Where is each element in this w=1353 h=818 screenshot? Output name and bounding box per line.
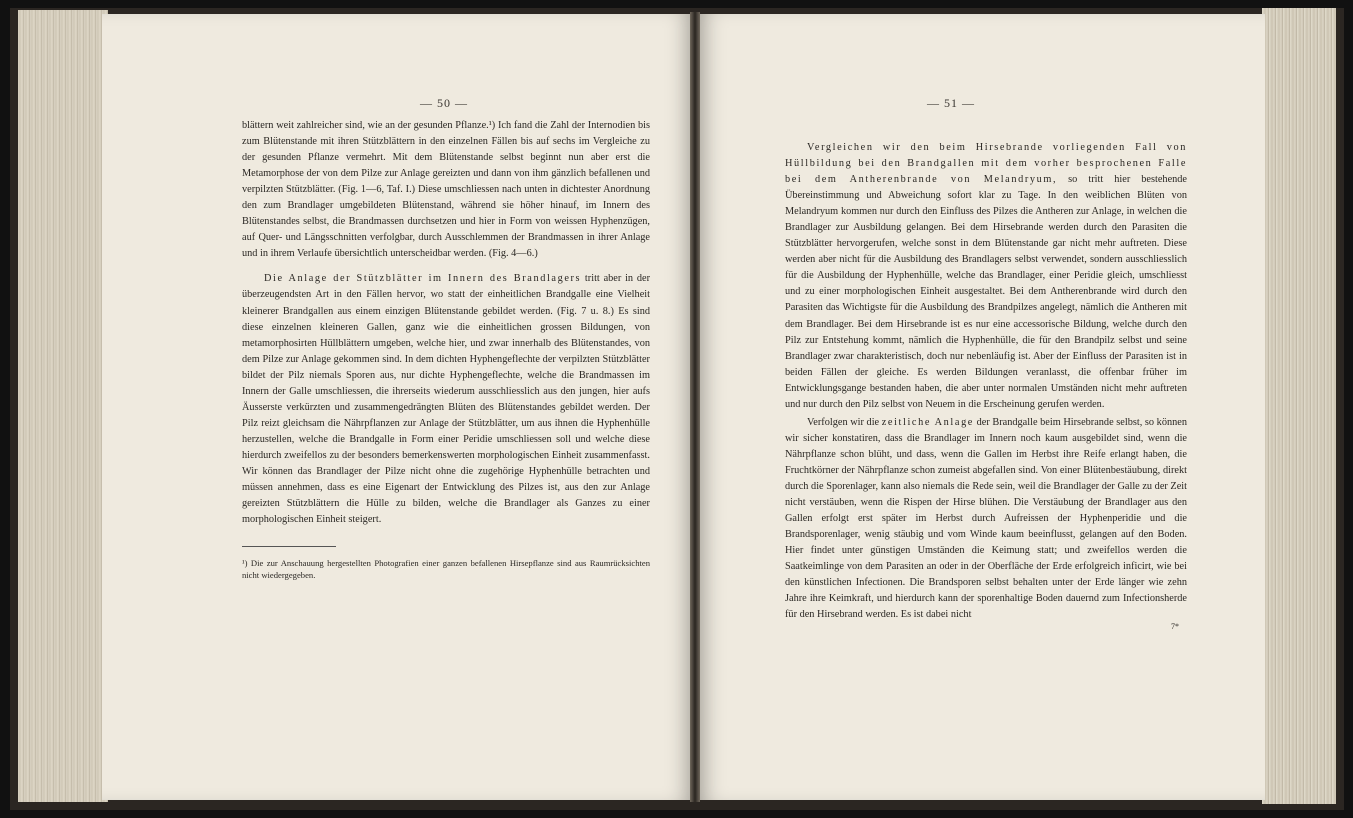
- left-page-text: [242, 118, 650, 581]
- signature-mark: 7*: [1171, 622, 1179, 632]
- right-paragraph-1: [785, 140, 1187, 413]
- footnote: ¹) Die zur Anschauung hergestellten Photografien einer ganzen befallenen Hirsepflanze sind aus Raumrücksichten nicht wiedergegeben.: [242, 558, 650, 581]
- page-number: — 51 —: [927, 96, 975, 110]
- footnote-rule: [242, 546, 336, 547]
- paragraph-body: der Brandgalle beim Hirsebrande selbst, so können wir sicher konstatiren, dass die Brandlager im Innern noch kaum ausgebildet sind, wenn die Nährpflanze schon blüht, und dass, wenn die Gallen im Herbst ihre Reife erlangt haben, die Fruchtkörner der Nährpflanze schon zumeist abgefallen sind. Von einer Blütenbestäubung, direkt durch die Sporenlager, kann also niemals die Rede sein, weil die Brandlager der Galle zu der Zeit nicht verstäuben, wenn die Rispen der Hirse blühen. Die Verstäubung der Brandlager aus den Gallen erfolgt erst später im Herbst durch Aufreissen der Hyphenperidie und die Brandsporenlager, wenig stäubig und vom Winde kaum beeinflusst, gelangen auf den Boden. Hier findet unter günstigen Umständen die Keimung statt; und zweifellos werden die Saatkeimlinge von dem Parasiten an oder in der Oberfläche der Erde erfolgreich inficirt, wie bei den künstlichen Infectionen. Die Brandsporen selbst behalten unter der Erde länger wie zehn Jahre ihre Keimkraft, und hierdurch kann der sporenhaltige Boden dauernd zum Infectionsherde für den Hirsebrand werden. Es ist dabei nicht: [785, 416, 1187, 621]
- page-number: — 50 —: [420, 96, 468, 110]
- paragraph-body: so tritt hier bestehende Übereinstimmung und Abweichung sofort klar zu Tage. In den weiblichen Blüten von Melandryum kommen nur durch den Einfluss des Pilzes die Antheren zur Anlage, in welchen die Brandlager zur Ausbildung gelangen. Bei dem Hirsebrande werden durch den Parasiten die Stützblätter hervorgerufen, welche sonst in dem Blütenstande gar nicht mehr auftreten. Diese werden aber nicht für die Ausbildung des Brandlagers selbst verwendet, sondern ausschliesslich für die Ausbildung der Hyphenhülle, welche das Brandlager, einer Peridie gleich, umschliesst und zu einer morphologischen Einheit ausgestaltet. Bei dem Antherenbrande wird durch den Parasiten das Wichtigste für die Ausbildung des Brandpilzes angelegt, nämlich die Antheren mit dem Brandlager. Bei dem Hirsebrande ist es nur eine accessorische Bildung, welche durch den Pilz zur Entstehung kommt, nämlich die Hyphenhülle, die für den Brandpilz selbst und seine Brandlager zwar charakteristisch, doch nur nebenläufig ist. Aber der Einfluss der Parasiten ist in beiden Fällen der gleiche. Es werden Bildungen veranlasst, die offenbar früher im Entwicklungsgange bestanden haben, die aber unter normalen Umständen nicht mehr auftreten und nur durch den Pilz selbst von Neuem in die Erscheinung gerufen werden.: [785, 174, 1188, 410]
- page-stack-left: [18, 10, 108, 802]
- right-paragraph-2: [785, 415, 1187, 624]
- spaced-heading: zeitliche Anlage: [881, 416, 974, 428]
- page-stack-right: [1262, 8, 1336, 804]
- paragraph-body: tritt aber in der überzeugendsten Art in den Fällen hervor, wo statt der einheitlichen Brandgalle eine Vielheit kleinerer Brandgallen aus einem einzigen Blütenstande gebildet werden. (Fig. 7 u. 8.) Es sind diese einzelnen kleineren Gallen, ganz wie die einheitlichen grossen Bildungen, von metamorphosirten Hüllblättern umgeben, welche hier, und zwar innerhalb des Blütenstandes, von dem Pilze zur Anlage gekommen sind. In dem dichten Hyphengeflechte der verpilzten Stützblätter bildet der Pilz niemals Sporen aus, nur dichte Hyphengeflechte, welche die Brandmassen im Innern der Galle umschliessen, die ihrerseits wiederum ausschliesslich aus den jungen, hier aufs Äusserste verkürzten und zusammengedrängten Blüten des Blütenstandes gebildet werden. Der Pilz reizt gleichsam die Nährpflanzen zur Anlage der Stützblätter, um aus ihnen die Hyphenhülle herzustellen, welche die Brandgalle in Form einer Peridie umschliessen soll und welche diese hierdurch zweifellos zu der besonders bemerkenswerten morphologischen Einheit zusammenfasst. Wir können das Brandlager der Pilze nicht ohne die zugehörige Hyphenhülle betrachten und müssen annehmen, dass es eine Eigenart der Entwicklung des Pilzes ist, aus den zur Anlage gereizten Stützblättern die Hülle zu bilden, welche die Brandlager als Ganzes zu einer morphologischen Einheit steigert.: [242, 273, 651, 526]
- left-paragraph-2: [242, 271, 650, 528]
- right-page: [697, 14, 1265, 800]
- left-paragraph-1: blättern weit zahlreicher sind, wie an der gesunden Pflanze.¹) Ich fand die Zahl der Internodien bis zum Blütenstande mit ihren Stützblättern in den einzelnen Fällen bis auf sechs im Vergleiche zu der gesunden Pflanze vermehrt. Mit dem Blütenstande selbst beginnt nun aber erst die Metamorphose der von dem Pilze zur Anlage gereizten und dann von ihm gänzlich befallenen und verpilzten Stützblätter. (Fig. 1—6, Taf. I.) Diese umschliessen nach unten in dichtester Anordnung den zum Brandlager umgebildeten Blütenstand, während sie höher hinauf, im Innern des Blütenstandes selbst, die Brandmassen durchsetzen und hier in Form von weissen Hyphenzügen, auf Quer- und Längsschnitten verfolgbar, durch Ausschlemmen der Brandmassen in ihrer Anlage und in ihrem Verlaufe übersichtlich unterscheidbar werden. (Fig. 4—6.): [242, 120, 650, 260]
- paragraph-lead: Verfolgen wir die: [807, 416, 882, 428]
- spaced-heading: Die Anlage der Stützblätter im Innern des Brandlagers: [264, 273, 582, 285]
- left-page: [102, 14, 694, 800]
- right-page-text: [785, 140, 1187, 635]
- spaced-heading: Vergleichen wir den beim Hirsebrande vorliegenden Fall von Hüllbildung bei den Brandgallen mit dem vorher besprochenen Falle bei dem Antherenbrande von Melandryum,: [785, 142, 1187, 186]
- book-gutter: [690, 12, 700, 802]
